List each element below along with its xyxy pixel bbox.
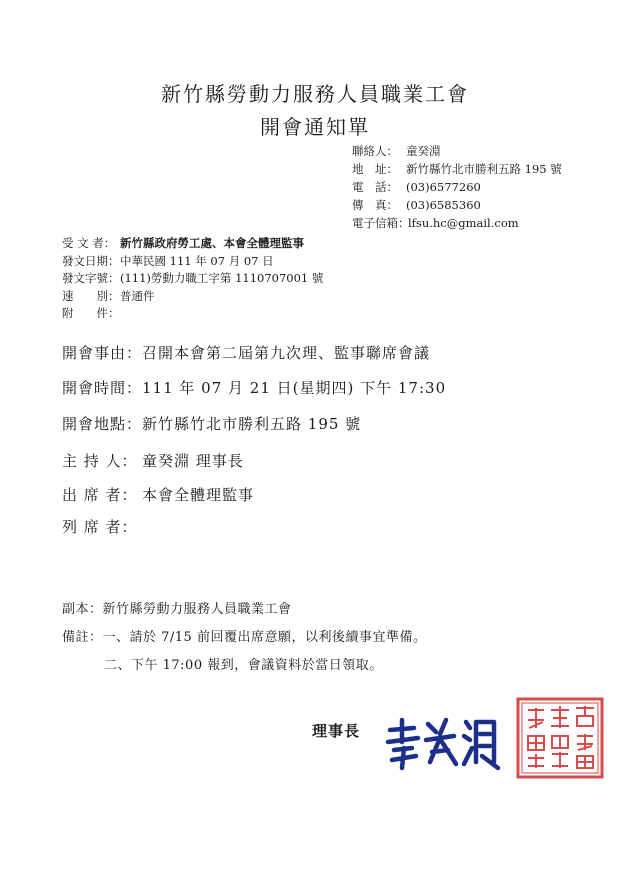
doc-title: 開會通知單 (260, 115, 370, 139)
meeting-attendees (62, 484, 254, 505)
contact-value: lfsu.hc@gmail.com (408, 216, 519, 230)
contact-value: (03)6577260 (406, 180, 481, 194)
item-value: 111 年 07 月 21 日(星期四) 下午 17:30 (142, 379, 447, 397)
meeting-subject (62, 342, 430, 363)
meta-label: 發文字號： (62, 271, 120, 285)
item-value: 召開本會第二屆第九次理、監事聯席會議 (142, 344, 431, 362)
meta-label: 發文日期： (62, 253, 120, 268)
note-line-2: 二、下午 17:00 報到，會議資料於當日領取。 (104, 658, 383, 673)
contact-label: 電 話： (352, 180, 398, 194)
contact-value: 新竹縣竹北市勝利五路 195 號 (406, 162, 562, 176)
item-label: 開會時間： (62, 379, 143, 397)
meeting-location (62, 413, 361, 434)
org-title: 新竹縣勞動力服務人員職業工會 (161, 82, 469, 106)
item-label: 開會地點： (62, 415, 143, 433)
item-label: 開會事由： (62, 344, 143, 362)
item-label: 主 持 人： (62, 452, 138, 470)
priority-row (62, 288, 323, 306)
contact-value: 童癸淵 (406, 144, 441, 158)
recipient-row (62, 235, 323, 253)
meeting-time (62, 377, 446, 398)
document-meta (62, 235, 323, 323)
meta-value: (111)勞動力職工字第 1110707001 號 (120, 271, 324, 285)
note-line-1: 備註：一、請於 7/15 前回覆出席意願，以利後續事宜準備。 (62, 630, 427, 645)
contact-fax-row (352, 196, 562, 214)
meta-label: 速 別： (62, 288, 120, 303)
official-seal (515, 696, 605, 780)
contact-address-row (352, 160, 562, 178)
item-value: 新竹縣竹北市勝利五路 195 號 (142, 415, 362, 433)
contact-person-row (352, 142, 562, 160)
issue-date-row (62, 253, 323, 271)
doc-number-row (62, 270, 323, 288)
item-value: 本會全體理監事 (142, 486, 255, 504)
meeting-observers (62, 516, 142, 537)
item-label: 列 席 者： (62, 518, 138, 536)
contact-label: 傳 真： (352, 198, 398, 212)
contact-label: 聯絡人： (352, 144, 398, 158)
attachment-row (62, 305, 323, 323)
meta-label: 受 文 者： (62, 236, 116, 250)
contact-label: 地 址： (352, 162, 398, 176)
meta-value: 普通件 (120, 288, 155, 303)
contact-label: 電子信箱： (352, 216, 410, 230)
meta-value: 中華民國 111 年 07 月 07 日 (120, 253, 274, 268)
contact-phone-row (352, 178, 562, 196)
item-value: 童癸淵 理事長 (142, 452, 244, 470)
handwritten-signature (382, 712, 502, 772)
contact-block (352, 142, 562, 232)
meta-value: 新竹縣政府勞工處、本會全體理監事 (120, 236, 304, 250)
contact-value: (03)6585360 (406, 198, 481, 212)
item-label: 出 席 者： (62, 486, 138, 504)
copy-to: 副本：新竹縣勞動力服務人員職業工會 (62, 602, 292, 617)
meeting-host (62, 450, 244, 471)
meta-label: 附 件： (62, 306, 120, 320)
contact-email-row (352, 214, 562, 232)
signer-title: 理事長 (312, 722, 361, 740)
